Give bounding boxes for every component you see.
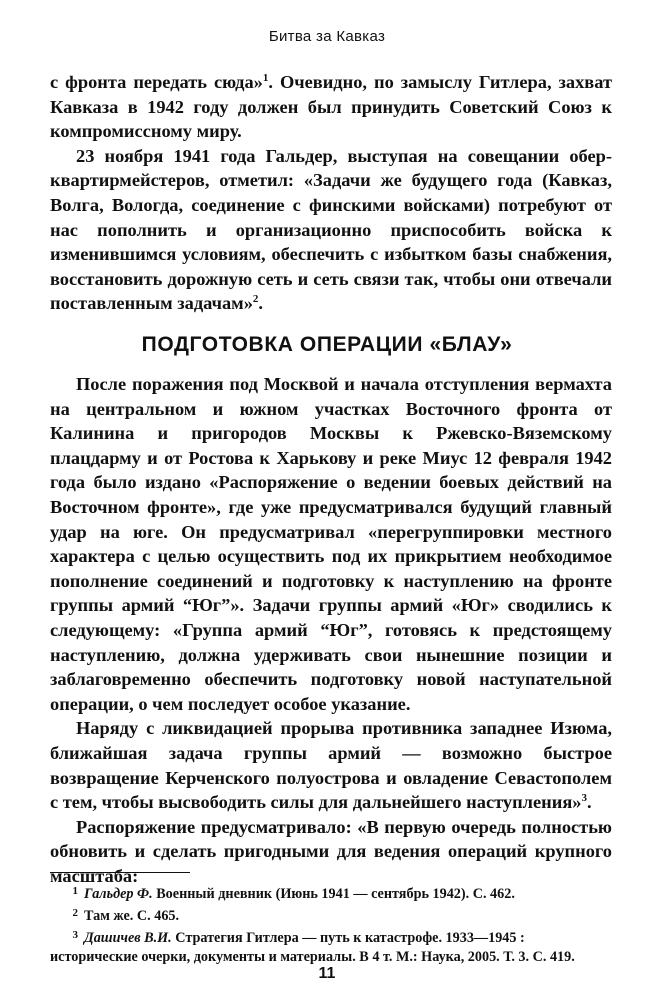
footnote-1 xyxy=(50,882,612,904)
footnote-3 xyxy=(50,926,612,967)
footnote-3-text: Стратегия Гитлера — путь к катастрофе. 1933—1945 : исторические очерки, документы и материалы. В 4 т. М.: Наука, 2005. Т. 3. С. 419. xyxy=(50,930,575,965)
footnote-1-number: 1 xyxy=(72,885,78,897)
footnote-ref-3[interactable]: 3 xyxy=(581,792,588,805)
section-heading: ПОДГОТОВКА ОПЕРАЦИИ «БЛАУ» xyxy=(141,333,513,356)
footnotes xyxy=(50,882,612,967)
section-paragraph-2-text: Наряду с ликвидацией прорыва противника западнее Изюма, ближайшая задача группы армий — возможно быстрое возвращение Керченского полуострова и овладение Севастополем с тем, чтобы высвободить силы для дальнейшего наступления» xyxy=(50,718,612,813)
page-number: 11 xyxy=(318,965,336,982)
intro-paragraph-1-text: с фронта передать сюда» xyxy=(50,72,263,92)
section-paragraph-2 xyxy=(50,716,612,814)
footnote-2-number: 2 xyxy=(72,907,78,919)
running-head: Битва за Кавказ xyxy=(268,28,386,45)
section-paragraph-1: После поражения под Москвой и начала отступления вермахта на центральном и южном участках Восточного фронта от Калинина и пригородов Москвы к Ржевско-Вяземскому плацдарму и от Ростова к Харькову и реке Миус 12 февраля 1942 года было издано «Распоряжение о ведении боевых действий на Восточном фронте», где уже предусматривался будущий главный удар на юге. Он предусматривал «перегруппировки местного характера с целью осуществить под их прикрытием необходимое пополнение соединений и подготовку к наступлению на фронте группы армий “Юг”». Задачи группы армий «Юг» сводились к следующему: «Группа армий “Юг”, готовясь к предстоящему наступлению, должна удерживать свои нынешние позиции и заблаговременно обеспечить подготовку новой наступательной операции, о чем последует особое указание. xyxy=(50,374,612,714)
intro-paragraph-2-text: 23 ноября 1941 года Гальдер, выступая на совещании обер-квартирмейстеров, отметил: «Задачи же будущего года (Кавказ, Волга, Вологда, соединение с финскими войсками) потребуют от нас пополнить и организационно приспособить войска к изменившимся условиям, обеспечить с избытком базы снабжения, восстановить дорожную сеть и сеть связи так, чтобы они отвечали поставленным задачам» xyxy=(50,145,612,314)
intro-paragraph-2 xyxy=(50,144,612,316)
footnote-1-text: Военный дневник (Июнь 1941 — сентябрь 1942). С. 462. xyxy=(152,886,515,902)
footnote-2 xyxy=(50,904,612,926)
section-paragraph-3: Распоряжение предусматривало: «В первую очередь полностью обновить и сделать пригодными для ведения операций крупного масштаба: xyxy=(50,816,612,886)
footnote-divider xyxy=(50,872,190,873)
section-text xyxy=(50,372,612,888)
intro-text xyxy=(50,70,612,316)
section-paragraph-2-tail: . xyxy=(587,792,592,813)
intro-paragraph-1 xyxy=(50,70,612,144)
footnote-ref-1[interactable]: 1 xyxy=(262,72,269,84)
footnote-ref-2[interactable]: 2 xyxy=(252,293,259,306)
footnote-3-number: 3 xyxy=(72,929,78,941)
footnote-2-text: Там же. С. 465. xyxy=(84,908,180,924)
intro-paragraph-1-tail: . Очевидно, по замыслу Гитлера, захват Кавказа в 1942 году должен был принудить Советский Союз к компромиссному миру. xyxy=(50,72,612,142)
footnote-1-author: Гальдер Ф. xyxy=(84,886,153,902)
intro-paragraph-2-tail: . xyxy=(258,293,263,314)
footnote-3-author: Дашичев В.И. xyxy=(84,930,172,946)
